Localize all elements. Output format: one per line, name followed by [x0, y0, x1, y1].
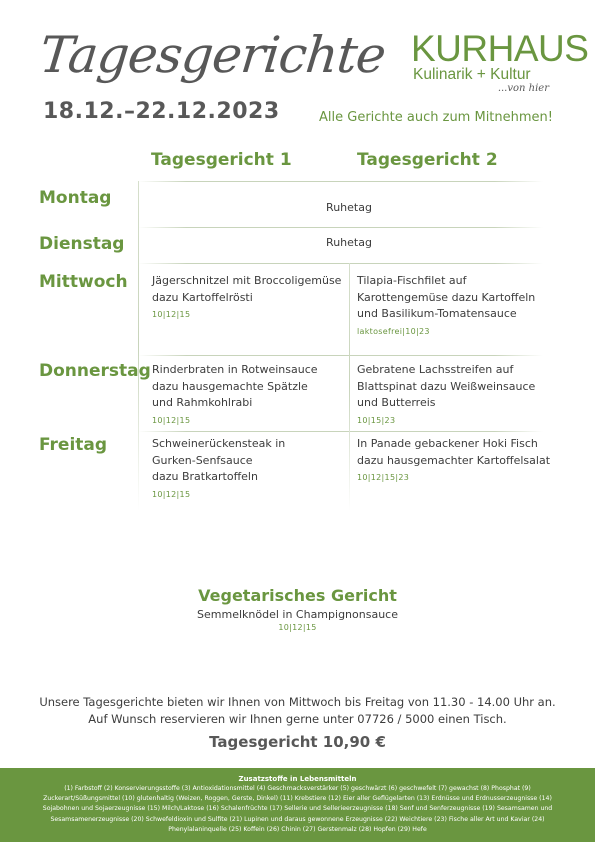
- column-heading-dish-2: Tagesgericht 2: [357, 150, 498, 170]
- dish-line: Tilapia-Fischfilet auf: [357, 274, 467, 287]
- wednesday-dish-2: [357, 273, 535, 340]
- allergen-codes: laktosefrei|10|23: [357, 326, 430, 336]
- reservation-note: Auf Wunsch reservieren wir Ihnen gerne unter 07726 / 5000 einen Tisch.: [88, 712, 507, 726]
- additives-list: (1) Farbstoff (2) Konservierungsstoffe (3) Antioxidationsmittel (4) Geschmacksverstärker (5) geschwärzt (6) geschwefelt (7) gewachst (8) Phosphat (9) Zuckerart/Süßungsmittel (10) glutenhaltig (Weizen, Roggen, Gerste, Dinkel) (11) Krebstiere (12) Eier aller Geflügelarten (13) Erdnüsse und Erdnusserzeugnisse (14) Sojabohnen und Sojaerzeugnisse (15) Milch/Laktose (16) Schalenfrüchte (17) Sellerie und Sellerieerzeugnisse (18) Senf und Senferzeugnisse (19) Sesamsamen und Sesamsamenerzeugnisse (20) Schwefeldioxin und Sulfite (21) Lupinen und daraus gewonnene Erzeugnisse (22) Weichtiere (23) Fische aller Art und Kaviar (24) Phenylalaninquelle (25) Koffein (26) Chinin (27) Gerstenmalz (28) Hopfen (29) Hefe: [42, 785, 553, 833]
- opening-hours-note: Unsere Tagesgerichte bieten wir Ihnen von Mittwoch bis Freitag von 11.30 - 14.00 Uhr an.: [39, 695, 556, 709]
- dish-line: Karottengemüse dazu Kartoffeln: [357, 290, 536, 304]
- table-divider: [138, 181, 543, 182]
- dish-line: In Panade gebackener Hoki Fisch: [357, 437, 538, 450]
- friday-dish-2: [357, 436, 550, 487]
- table-divider-vertical: [349, 263, 350, 511]
- additives-footer: [0, 768, 595, 842]
- allergen-codes: 10|12|15: [152, 310, 191, 319]
- day-monday: Montag: [39, 188, 112, 208]
- thursday-dish-1: [152, 362, 318, 429]
- tuesday-closed: Ruhetag: [326, 236, 372, 249]
- table-divider: [138, 431, 543, 432]
- allergen-codes: 10|15|23: [357, 415, 396, 425]
- table-divider: [138, 263, 543, 264]
- table-divider: [138, 227, 543, 228]
- takeaway-note: Alle Gerichte auch zum Mitnehmen!: [319, 110, 553, 125]
- page-title: Tagesgerichte: [36, 26, 388, 84]
- vegetarian-title: Vegetarisches Gericht: [198, 586, 397, 605]
- kurhaus-logo: [411, 28, 589, 95]
- table-divider-vertical: [138, 181, 139, 511]
- dish-line: Rinderbraten in Rotweinsauce: [152, 363, 318, 376]
- dish-line: und Butterreis: [357, 396, 436, 409]
- vegetarian-dish: Semmelknödel in Champignonsauce: [197, 608, 398, 621]
- dish-line: und Basilikum-Tomatensauce: [357, 307, 517, 320]
- allergen-codes: 10|12|15|23: [357, 473, 410, 482]
- table-divider: [138, 355, 543, 356]
- vegetarian-allergens: 10|12|15: [278, 623, 317, 632]
- logo-sub: Kulinarik + Kultur: [413, 66, 531, 83]
- dish-line: Schweinerückensteak in: [152, 437, 286, 450]
- dish-line: Gebratene Lachsstreifen auf: [357, 363, 514, 376]
- column-heading-dish-1: Tagesgericht 1: [151, 150, 292, 170]
- day-tuesday: Dienstag: [39, 234, 125, 254]
- allergen-codes: 10|12|15: [152, 415, 191, 425]
- dish-line: dazu Kartoffelrösti: [152, 290, 253, 304]
- date-range: 18.12.–22.12.2023: [43, 99, 280, 124]
- dish-line: Jägerschnitzel mit Broccoligemüse: [152, 274, 342, 287]
- thursday-dish-2: [357, 362, 535, 429]
- dish-line: und Rahmkohlrabi: [152, 396, 253, 409]
- additives-title: Zusatzstoffe in Lebensmitteln: [238, 775, 357, 783]
- dish-line: Blattspinat dazu Weißweinsauce: [357, 379, 536, 393]
- dish-line: dazu hausgemachte Spätzle: [152, 379, 308, 393]
- logo-tagline: ...von hier: [497, 83, 549, 94]
- day-thursday: Donnerstag: [39, 361, 151, 381]
- dish-line: Gurken-Senfsauce: [152, 453, 253, 467]
- allergen-codes: 10|12|15: [152, 489, 191, 499]
- dish-line: dazu Bratkartoffeln: [152, 470, 258, 483]
- wednesday-dish-1: [152, 273, 341, 324]
- dish-line: dazu hausgemachter Kartoffelsalat: [357, 453, 551, 467]
- friday-dish-1: [152, 436, 285, 503]
- monday-closed: Ruhetag: [326, 201, 372, 214]
- price: Tagesgericht 10,90 €: [209, 733, 386, 751]
- day-friday: Freitag: [39, 435, 108, 455]
- day-wednesday: Mittwoch: [39, 272, 128, 292]
- logo-main: KURHAUS: [411, 28, 589, 69]
